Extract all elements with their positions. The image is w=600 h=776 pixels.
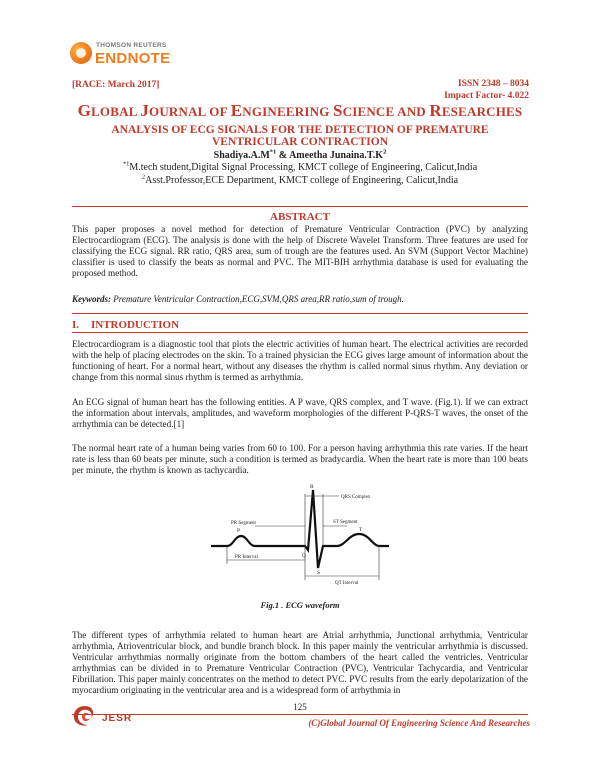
author-sep: & — [276, 150, 290, 161]
section-number: I. — [72, 319, 80, 331]
label-t-wave: T — [359, 527, 363, 533]
author-1: Shadiya.A.M — [213, 150, 270, 161]
affiliation-1 — [0, 162, 600, 173]
endnote-logo — [70, 38, 210, 74]
impact-factor: Impact Factor- 4.022 — [444, 91, 529, 101]
journal-word: LOBAL — [91, 104, 141, 119]
jesr-logo — [72, 704, 152, 730]
affil-1-sup: *1 — [122, 160, 130, 168]
issn: ISSN 2348 – 8034 — [458, 79, 529, 89]
author-2-sup: 2 — [383, 148, 387, 156]
journal-word: NGINEERING — [242, 104, 333, 119]
journal-word: OURNAL OF — [149, 104, 231, 119]
affil-2-text: Asst.Professor,ECE Department, KMCT college of Engineering, Calicut,India — [145, 175, 459, 186]
issn-block — [444, 78, 529, 102]
author-2: Ameetha Junaina.T.K — [289, 150, 384, 161]
jesr-logo-text: JESR — [102, 713, 133, 724]
intro-paragraph-2: An ECG signal of human heart has the following entities. A P wave, QRS complex, and T wave. (Fig.1). If we can extract the information about intervals, amplitudes, and waveform morphologies of the different P-QRS-T waves, the onset of the arrhythmia can be detected.[1] — [72, 397, 528, 429]
label-pr-interval: PR Interval — [235, 555, 258, 560]
affil-1-text: M.tech student,Digital Signal Processing, KMCT college of Engineering, Calicut,India — [129, 162, 478, 173]
page-number: 125 — [293, 702, 307, 712]
journal-title — [0, 101, 600, 121]
journal-word: CIENCE AND — [342, 104, 430, 119]
label-qrs-complex: QRS Complex — [341, 495, 371, 500]
keywords-label: Keywords: — [72, 294, 111, 304]
label-q-point: Q — [302, 553, 306, 559]
jesr-swirl-icon — [72, 704, 98, 728]
label-p-wave: P — [237, 528, 241, 534]
abstract-top-rule — [72, 206, 528, 207]
abstract-text: This paper proposes a novel method for detection of Premature Ventricular Contraction (PVC) by analyzing Electrocardiogram (ECG). The analysis is done with the help of Discrete Wavelet Transform. Three features are used for classifying the ECG signal. RR ratio, QRS area, sum of trough are the features used. An SVM (Support Vector Machine) classifier is used to classify the beats as normal and PVC. The MIT-BIH arrhythmia database is used for evaluating the proposed method. — [72, 224, 528, 278]
journal-initial: J — [140, 101, 150, 120]
abstract-heading: ABSTRACT — [270, 211, 330, 223]
affiliation-2 — [0, 175, 600, 186]
author-1-sup: *1 — [269, 148, 277, 156]
ecg-waveform-diagram — [209, 480, 391, 587]
label-r-peak: R — [310, 484, 314, 490]
affil-2-sup: 2 — [141, 173, 146, 181]
label-s-point: S — [317, 570, 321, 576]
figure-caption: Fig.1 . ECG waveform — [260, 600, 340, 610]
keywords — [72, 294, 528, 305]
journal-initial: E — [230, 101, 243, 120]
logo-product-text: ENDNOTE — [95, 50, 171, 67]
keywords-text: Premature Ventricular Contraction,ECG,SVM,QRS area,RR ratio,sum of trough. — [113, 294, 404, 304]
paper-title-line1: ANALYSIS OF ECG SIGNALS FOR THE DETECTION OF PREMATURE — [111, 124, 489, 136]
label-st-segment: ST Segment — [333, 520, 358, 525]
race-date: [RACE: March 2017] — [72, 80, 160, 90]
journal-initial: S — [332, 101, 343, 120]
intro-paragraph-4: The different types of arrhythmia related to human heart are Atrial arrhythmia, Junctional arrhythmia, Ventricular arrhythmia, Atrioventricular block, and bundle branch block. In this paper mainly the ventricular arrhythmia is discussed. Ventricular arrhythmias normally originate from the bottom chambers of the heart called the ventricles. Ventricular arrhythmias can be divided in to Premature Ventricular Contraction (PVC), Ventricular Tachycardia, and Ventricular Fibrillation. This paper mainly concentrates on the method to detect PVC. PVC results from the early depolarization of the myocardium originating in the ventricular area and is a widespread form of arrhythmia in — [72, 630, 528, 695]
ecg-figure — [209, 480, 391, 587]
intro-top-rule — [72, 313, 528, 314]
paper-title — [60, 124, 540, 148]
label-pr-segment: PR Segment — [231, 521, 256, 526]
label-qt-interval: QT Interval — [335, 581, 359, 586]
section-title: INTRODUCTION — [91, 319, 180, 331]
paper-title-line2: VENTRICULAR CONTRACTION — [211, 136, 389, 148]
journal-word: ESEARCHES — [441, 104, 523, 119]
footer-copyright: (C)Global Journal Of Engineering Science And Researches — [308, 718, 530, 728]
footer-rule — [72, 714, 528, 715]
logo-org-text: THOMSON REUTERS — [96, 42, 167, 49]
intro-paragraph-3: The normal heart rate of a human being varies from 60 to 100. For a person having arrhythmia this rate varies. If the heart rate is less than 60 beats per minute, such a condition is termed as bradycardia. When the heart rate is more than 100 beats per minute, the rhythm is known as tachycardia. — [72, 443, 528, 475]
authors — [0, 150, 600, 161]
intro-bottom-rule — [72, 332, 528, 333]
intro-paragraph-1: Electrocardiogram is a diagnostic tool that plots the electric activities of human heart. The electrical activities are recorded with the help of placing electrodes on the skin. To a trained physician the ECG gives large amount of information about the functioning of heart. For a normal heart, without any diseases the rhythm is called normal sinus rhythm. Any deviation or change from this normal sinus rhythm is termed as arrhythmia. — [72, 339, 528, 382]
journal-initial: G — [77, 101, 92, 120]
section-heading — [72, 319, 179, 331]
endnote-circle-icon — [70, 42, 92, 64]
journal-initial: R — [429, 101, 442, 120]
